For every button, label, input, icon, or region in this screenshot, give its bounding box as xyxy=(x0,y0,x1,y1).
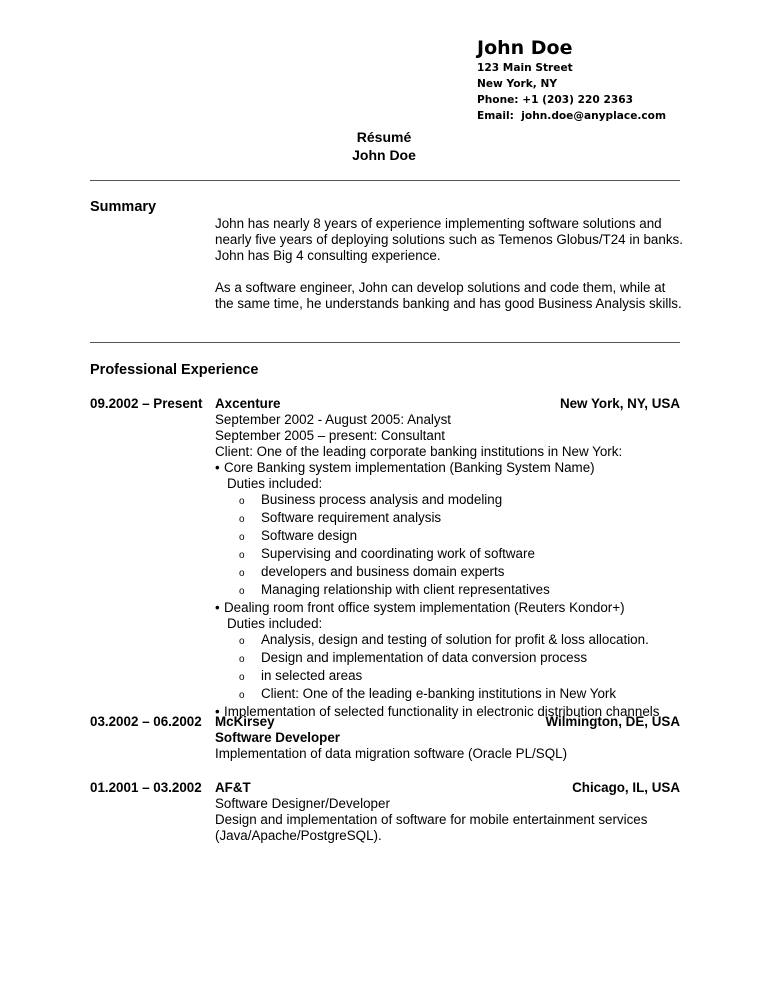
sub-item xyxy=(215,546,535,564)
summary-para-2: As a software engineer, John can develop solutions and code them, while at the same time, he understands banking and has good Business Analysis skills. xyxy=(215,280,682,311)
job-line: September 2002 - August 2005: Analyst xyxy=(215,412,451,427)
phone-line: Phone: +1 (203) 220 2363 xyxy=(477,94,633,106)
job-location: Wilmington, DE, USA xyxy=(545,714,680,729)
bullet-text: Core Banking system implementation (Banking System Name) xyxy=(224,460,595,475)
job-role: Software Developer xyxy=(215,730,341,745)
job-line: Software Designer/Developer xyxy=(215,796,390,811)
header-name: John Doe xyxy=(477,37,573,59)
sub-item-text: Client: One of the leading e-banking institutions in New York xyxy=(261,686,617,701)
duties-label: Duties included: xyxy=(227,476,323,491)
job-location: Chicago, IL, USA xyxy=(572,780,680,795)
address-line: 123 Main Street xyxy=(477,62,573,74)
doc-name: John Doe xyxy=(352,147,416,163)
job-line: September 2005 – present: Consultant xyxy=(215,428,446,443)
job-company: AF&T xyxy=(215,780,251,795)
duties-label: Duties included: xyxy=(227,616,323,631)
sub-item-text: Supervising and coordinating work of software xyxy=(261,546,535,561)
bullet-text: Implementation of selected functionality in electronic distribution channels xyxy=(224,704,660,719)
job-line: Client: One of the leading corporate banking institutions in New York: xyxy=(215,444,623,459)
sub-item-text: Software design xyxy=(261,528,358,543)
sub-item-text: Analysis, design and testing of solution for profit & loss allocation. xyxy=(261,632,649,647)
experience-heading: Professional Experience xyxy=(90,362,259,378)
job-header-row xyxy=(215,780,680,796)
sub-item-text: Managing relationship with client representatives xyxy=(261,582,550,597)
job-details xyxy=(215,780,680,844)
bullet-text: Dealing room front office system implementation (Reuters Kondor+) xyxy=(224,600,625,615)
job-dates: 03.2002 – 06.2002 xyxy=(90,714,202,729)
sub-item xyxy=(215,668,362,686)
sub-item xyxy=(215,564,504,582)
job-line: Design and implementation of software for mobile entertainment services xyxy=(215,812,648,827)
sub-item-text: Software requirement analysis xyxy=(261,510,442,525)
job-line: Implementation of data migration software (Oracle PL/SQL) xyxy=(215,746,568,761)
job-dates: 09.2002 – Present xyxy=(90,396,203,411)
sub-item xyxy=(215,492,502,510)
sub-item-text: Business process analysis and modeling xyxy=(261,492,503,507)
job-location: New York, NY, USA xyxy=(559,396,680,411)
sub-item-text: Design and implementation of data conversion process xyxy=(261,650,588,665)
job-header-row xyxy=(215,396,680,412)
job-company: McKirsey xyxy=(215,714,275,729)
sub-item xyxy=(215,632,649,650)
sub-item xyxy=(215,686,616,704)
job-dates: 01.2001 – 03.2002 xyxy=(90,780,202,795)
contact-block xyxy=(477,60,666,124)
sub-item xyxy=(215,528,357,546)
bullet-item xyxy=(215,600,625,616)
sub-item xyxy=(215,510,441,528)
job-line: (Java/Apache/PostgreSQL). xyxy=(215,828,382,843)
sub-item xyxy=(215,650,587,668)
sub-item-text: in selected areas xyxy=(261,668,363,683)
job-company: Axcenture xyxy=(215,396,281,411)
city-line: New York, NY xyxy=(477,78,558,90)
divider xyxy=(90,342,680,343)
summary-heading: Summary xyxy=(90,199,157,215)
job-header-row xyxy=(215,714,680,730)
summary-para-1: John has nearly 8 years of experience implementing software solutions and nearly five years of deploying solutions such as Temenos Globus/T24 in banks. John has Big 4 consulting experience. xyxy=(215,216,683,263)
sub-item xyxy=(215,582,550,600)
job-details xyxy=(215,396,680,720)
job-details xyxy=(215,714,680,762)
divider xyxy=(90,180,680,181)
email-line: Email: john.doe@anyplace.com xyxy=(477,110,667,122)
bullet-item xyxy=(215,460,595,476)
doc-title: Résumé xyxy=(356,129,412,145)
sub-item-text: developers and business domain experts xyxy=(261,564,505,579)
